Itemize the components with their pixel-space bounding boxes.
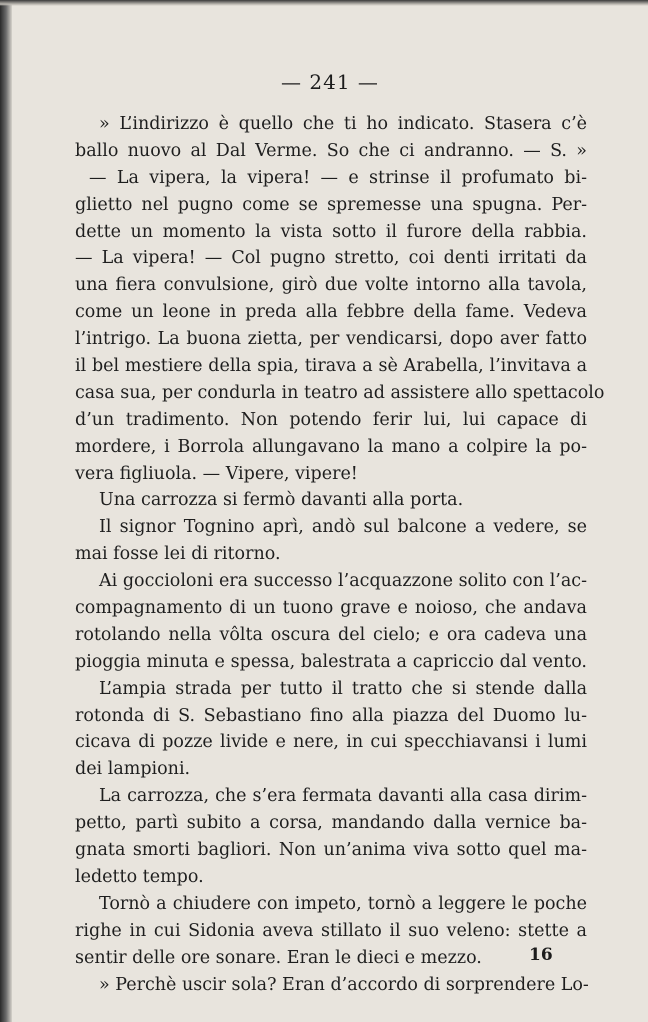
text-line: rotonda di S. Sebastiano fino alla piazza del Duomo lu- (75, 705, 587, 726)
text-line: dei lampioni. (75, 759, 191, 780)
text-line: » Perchè uscir sola? Eran d’accordo di sorprendere Lo- (99, 974, 589, 995)
text-line: La carrozza, che s’era fermata davanti alla casa dirim- (99, 786, 587, 807)
text-line: dette un momento la vista sotto il furore della rabbia. (75, 221, 587, 242)
text-line: ledetto tempo. (75, 866, 204, 887)
text-line: Tornò a chiudere con impeto, tornò a leggere le poche (99, 893, 587, 914)
page-top-edge (0, 0, 648, 6)
text-line: petto, partì subito a corsa, mandando dalla vernice ba- (75, 813, 587, 834)
text-line: Una carrozza si fermò davanti alla porta. (99, 490, 464, 511)
text-line: casa sua, per condurla in teatro ad assistere allo spettacolo (75, 382, 605, 403)
text-line: ballo nuovo al Dal Verme. So che ci andranno. — S. » (75, 140, 587, 161)
text-line: gnata smorti bagliori. Non un’anima viva sotto quel ma- (75, 840, 587, 861)
text-line: vera figliuola. — Vipere, vipere! (75, 463, 358, 484)
text-line: mai fosse lei di ritorno. (75, 544, 281, 565)
text-line: L’ampia strada per tutto il tratto che si stende dalla (99, 678, 587, 699)
text-line: come un leone in preda alla febbre della fame. Vedeva (75, 302, 587, 323)
text-line: il bel mestiere della spia, tirava a sè Arabella, l’invitava a (75, 356, 587, 377)
text-line: mordere, i Borrola allungavano la mano a colpire la po- (75, 436, 587, 457)
signature-mark: 16 (529, 945, 553, 965)
text-line: cicava di pozze livide e nere, in cui specchiavansi i lumi (75, 732, 587, 753)
text-line: d’un tradimento. Non potendo ferir lui, lui capace di (75, 409, 587, 430)
text-line: sentir delle ore sonare. Eran le dieci e mezzo. (75, 947, 482, 968)
text-line: una fiera convulsione, girò due volte intorno alla tavola, (75, 275, 587, 296)
text-line: l’intrigo. La buona zietta, per vendicarsi, dopo aver fatto (75, 329, 587, 350)
text-line: » L’indirizzo è quello che ti ho indicato. Stasera c’è (99, 114, 587, 134)
page-left-edge (0, 0, 12, 1022)
text-line: — La vipera, la vipera! — e strinse il profumato bi- (89, 167, 587, 188)
text-line: pioggia minuta e spessa, balestrata a capriccio dal vento. (75, 651, 587, 672)
text-line: Ai goccioloni era successo l’acquazzone solito con l’ac- (99, 571, 587, 592)
text-line: — La vipera! — Col pugno stretto, coi denti irritati da (75, 248, 587, 269)
text-line: rotolando nella vôlta oscura del cielo; e ora cadeva una (75, 624, 587, 645)
book-page (12, 0, 648, 1022)
page-number: — 241 — (281, 70, 379, 94)
text-line: righe in cui Sidonia aveva stillato il suo veleno: stette a (75, 920, 587, 941)
body-text (75, 111, 605, 998)
text-line: Il signor Tognino aprì, andò sul balcone a vedere, se (99, 517, 587, 538)
text-line: compagnamento di un tuono grave e noioso, che andava (75, 598, 587, 619)
text-line: glietto nel pugno come se spremesse una spugna. Per- (75, 194, 587, 215)
